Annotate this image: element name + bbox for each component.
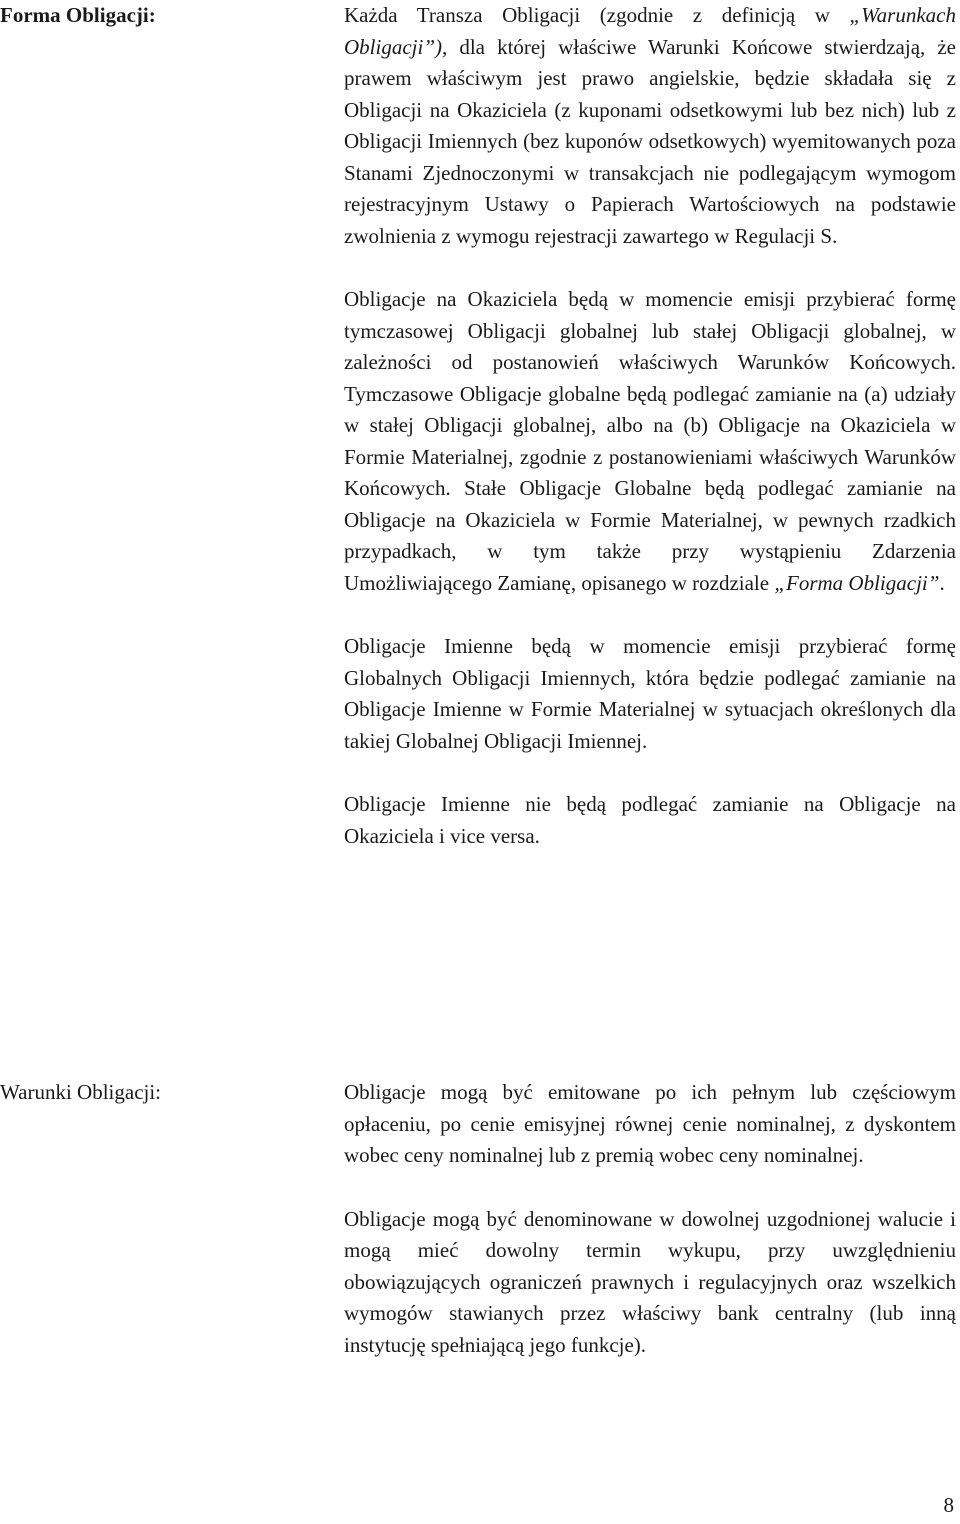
paragraph-imienne: Obligacje Imienne będą w momencie emisji przybierać formę Globalnych Obligacji Imiennych, która będzie podlegać zamianie na Obligacje Imienne w Formie Materialnej w sytuacjach określonych dla takiej Globalnej Obligacji Imiennej. [344,634,956,753]
section-label-warunki-obligacji: Warunki Obligacji: [0,1080,162,1104]
italic-reference: „Warunkach Obligacji”), [344,3,956,59]
paragraph-imienne-zamiana: Obligacje Imienne nie będą podlegać zamianie na Obligacje na Okaziciela i vice versa. [344,792,956,848]
paragraph-text: Obligacje na Okaziciela będą w momencie emisji przybierać formę tymczasowej Obligacji globalnej lub stałej Obligacji globalnej, w zależności od postanowień właściwych Warunków Końcowych. Tymczasowe Obligacje globalne będą podlegać zamianie na (a) udziały w stałej Obligacji globalnej, albo na (b) Obligacje na Okaziciela w Formie Materialnej, zgodnie z postanowieniami właściwych Warunków Końcowych. Stałe Obligacje Globalne będą podlegać zamianie na Obligacje na Okaziciela w Formie Materialnej, w pewnych rzadkich przypadkach, w tym także przy wystąpieniu Zdarzenia Umożliwiającego Zamianę, opisanego w rozdziale [344,287,956,595]
page-number: 8 [943,1493,954,1517]
paragraph-text: Każda Transza Obligacji (zgodnie z definicją w [344,3,850,27]
paragraph-denominacja: Obligacje mogą być denominowane w dowolnej uzgodnionej walucie i mogą mieć dowolny termin wykupu, przy uwzględnieniu obowiązujących ograniczeń prawnych i regulacyjnych oraz wszelkich wymogów stawianych przez właściwy bank centralny (lub inną instytucję spełniającą jego funkcje). [344,1206,956,1357]
paragraph-text: . [939,570,945,595]
section-label-forma-obligacji: Forma Obligacji: [0,3,156,27]
paragraph-text: dla której właściwe Warunki Końcowe stwierdzają, że prawem właściwym jest prawo angielskie, będzie składała się z Obligacji na Okaziciela (z kuponami odsetkowymi lub bez nich) lub z Obligacji Imiennych (bez kuponów odsetkowych) wyemitowanych poza Stanami Zjednoczonymi w transakcjach nie podlegającym wymogom rejestracyjnym Ustawy o Papierach Wartościowych na podstawie zwolnienia z wymogu rejestracji zawartego w Regulacji S. [344,34,956,248]
section-body-warunki-obligacji [344,1077,956,1361]
paragraph-okaziciela [344,284,956,599]
paragraph-emisja: Obligacje mogą być emitowane po ich pełnym lub częściowym opłaceniu, po cenie emisyjnej równej cenie nominalnej, z dyskontem wobec ceny nominalnej lub z premią wobec ceny nominalnej. [344,1080,956,1167]
italic-reference: „Forma Obligacji” [774,570,940,595]
section-body-forma-obligacji [344,0,956,852]
paragraph-transza [344,0,956,252]
